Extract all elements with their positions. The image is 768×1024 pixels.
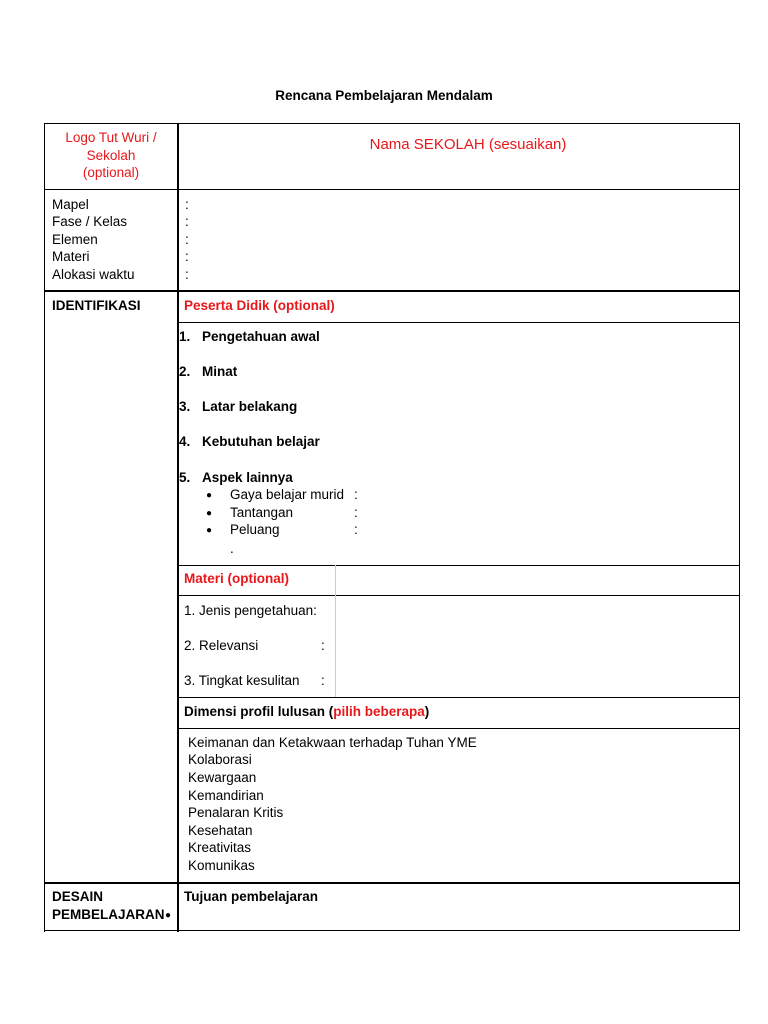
bullet-icon: ● (206, 508, 213, 519)
info-value-mapel[interactable]: : (185, 197, 189, 212)
bullet-icon: ● (165, 910, 172, 921)
dimensi-item: Kesehatan (188, 823, 253, 838)
peserta-didik-heading: Peserta Didik (optional) (184, 298, 335, 313)
info-value-materi[interactable]: : (185, 249, 189, 264)
list-item: Latar belakang (202, 399, 298, 414)
document-title: Rencana Pembelajaran Mendalam (275, 88, 493, 103)
tujuan-heading: Tujuan pembelajaran (184, 889, 319, 904)
dimensi-item: Kolaborasi (188, 752, 252, 767)
info-value-elemen[interactable]: : (185, 232, 189, 247)
aspek-sep: : (354, 487, 358, 502)
list-item-number: 2. (179, 364, 191, 379)
trailing-dot: . (230, 541, 234, 556)
info-label-fase: Fase / Kelas (52, 214, 128, 229)
info-value-fase[interactable]: : (185, 214, 189, 229)
logo-placeholder-line2: Sekolah (86, 148, 136, 163)
list-item: Pengetahuan awal (202, 329, 320, 344)
aspek-sep: : (354, 505, 358, 520)
section-desain-line1: DESAIN (52, 889, 104, 904)
materi-item: 2. Relevansi (184, 638, 259, 653)
materi-item: 1. Jenis pengetahuan: (184, 603, 317, 618)
dimensi-item: Kewargaan (188, 770, 257, 785)
dimensi-item: Kemandirian (188, 788, 264, 803)
info-label-alokasi: Alokasi waktu (52, 267, 135, 282)
info-label-elemen: Elemen (52, 232, 98, 247)
list-item-number: 5. (179, 470, 191, 485)
aspek-item: Peluang (230, 522, 280, 537)
list-item: Aspek lainnya (202, 470, 293, 485)
section-desain-line2: PEMBELAJARAN (52, 907, 165, 922)
materi-item: 3. Tingkat kesulitan (184, 673, 300, 688)
bullet-icon: ● (206, 490, 213, 501)
dimensi-heading: Dimensi profil lulusan (pilih beberapa) (184, 704, 430, 719)
info-value-alokasi[interactable]: : (185, 267, 189, 282)
materi-sep: : (321, 638, 325, 653)
list-item: Minat (202, 364, 238, 379)
materi-heading: Materi (optional) (184, 571, 289, 586)
bullet-icon: ● (206, 525, 213, 536)
dimensi-item: Kreativitas (188, 840, 252, 855)
list-item-number: 1. (179, 329, 191, 344)
materi-sep: : (321, 673, 325, 688)
aspek-item: Tantangan (230, 505, 294, 520)
list-item-number: 3. (179, 399, 191, 414)
list-item: Kebutuhan belajar (202, 434, 320, 449)
dimensi-item: Komunikas (188, 858, 255, 873)
aspek-sep: : (354, 522, 358, 537)
dimensi-item: Penalaran Kritis (188, 805, 284, 820)
dimensi-item: Keimanan dan Ketakwaan terhadap Tuhan YME (188, 735, 477, 750)
school-name: Nama SEKOLAH (sesuaikan) (369, 136, 567, 153)
logo-placeholder-line1: Logo Tut Wuri / (65, 130, 157, 145)
logo-placeholder-line3: (optional) (82, 165, 140, 180)
info-label-mapel: Mapel (52, 197, 89, 212)
info-label-materi: Materi (52, 249, 90, 264)
aspek-item: Gaya belajar murid (230, 487, 345, 502)
list-item-number: 4. (179, 434, 191, 449)
section-identifikasi: IDENTIFIKASI (52, 298, 141, 313)
